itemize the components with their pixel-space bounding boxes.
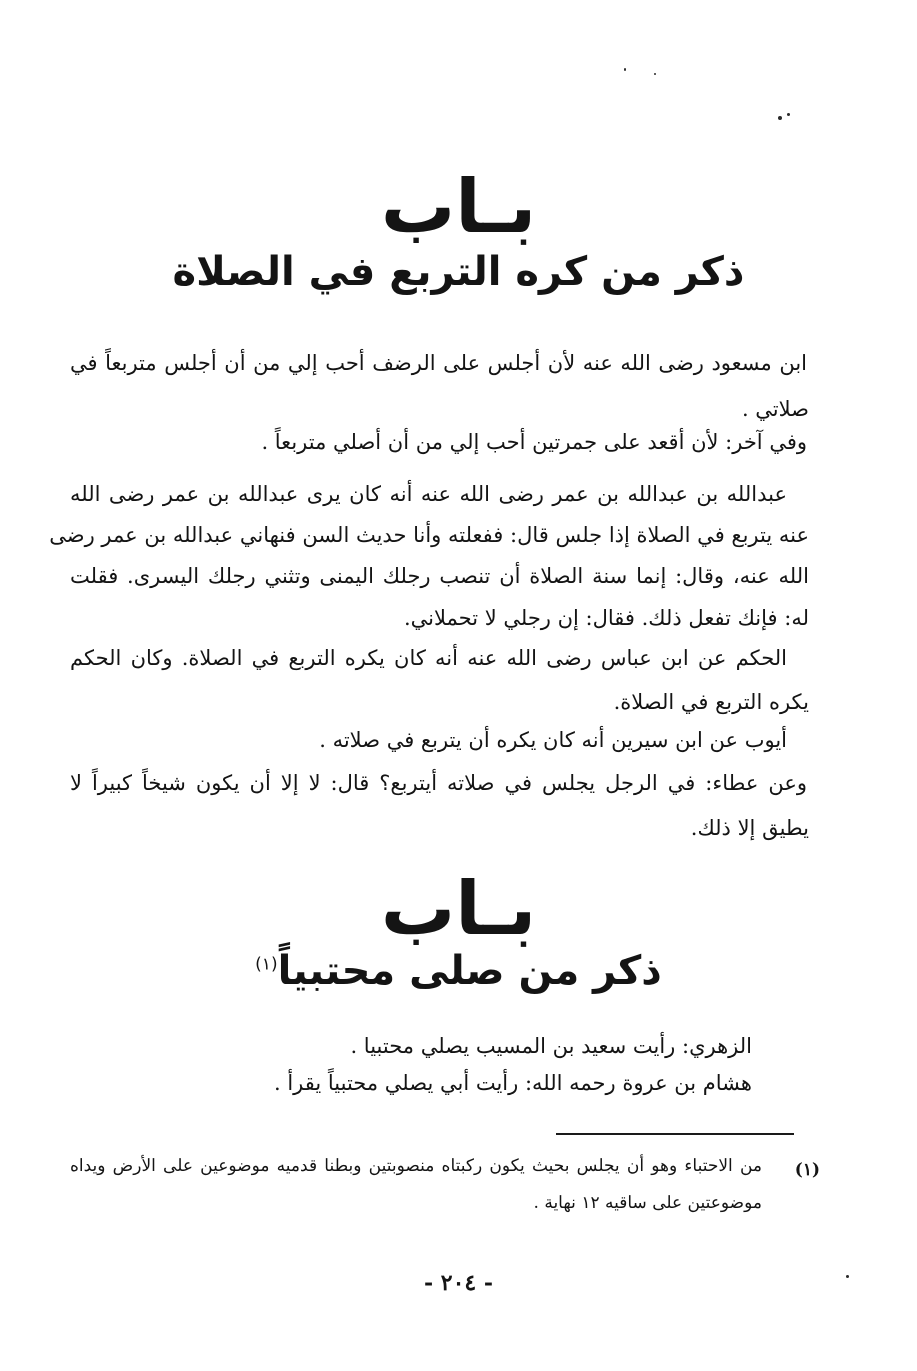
footnote-divider — [556, 1133, 794, 1135]
text-line: أيوب عن ابن سيرين أنه كان يكره أن يتربع في صلاته . — [319, 728, 787, 752]
text-line: ابن مسعود رضى الله عنه لأن أجلس على الرضف أحب إلي من أن أجلس متربعاً في — [70, 351, 807, 375]
text-line: الزهري: رأيت سعيد بن المسيب يصلي محتبيا . — [350, 1034, 752, 1058]
footnote-line: موضوعتين على ساقيه ١٢ نهاية . — [533, 1193, 762, 1213]
scan-speck — [778, 116, 782, 120]
text-line: وفي آخر: لأن أقعد على جمرتين أحب إلي من أن أصلي متربعاً . — [261, 430, 807, 454]
scan-speck — [787, 113, 790, 116]
text-line: يكره التربع في الصلاة. — [613, 690, 809, 714]
text-line: هشام بن عروة رحمه الله: رأيت أبي يصلي محتبياً يقرأ . — [273, 1071, 752, 1095]
text-line: يطيق إلا ذلك. — [690, 816, 809, 840]
footnote-marker: (١) — [794, 1160, 820, 1180]
text-line: صلاتي . — [741, 397, 809, 421]
text-line: الله عنه، وقال: إنما سنة الصلاة أن تنصب رجلك اليمنى وتثني رجلك اليسرى. فقلت — [70, 564, 809, 588]
scan-speck — [624, 68, 626, 71]
text-line: عنه يتربع في الصلاة إذا جلس قال: ففعلته وأنا حديث السن فنهاني عبدالله بن عمر رضى — [49, 523, 809, 547]
scan-speck — [654, 73, 656, 75]
text-line: عبدالله بن عبدالله بن عمر رضى الله عنه أنه كان يرى عبدالله بن عمر رضى الله — [70, 482, 787, 506]
footnote-line: من الاحتباء وهو أن يجلس بحيث يكون ركبتاه منصوبتين وبطنا قدميه موضوعين على الأرض ويداه — [70, 1156, 762, 1176]
footnote-reference: (١) — [255, 954, 278, 975]
section-title-text: ذكر من صلى محتبياً — [277, 948, 662, 994]
text-line: وعن عطاء: في الرجل يجلس في صلاته أيتربع؟ قال: لا إلا أن يكون شيخاً كبيراً لا — [70, 771, 807, 795]
section-heading-bab: بـاب — [380, 164, 537, 250]
section-title-tarabbu: ذكر من كره التربع في الصلاة — [172, 249, 745, 295]
section-title-ihtiba — [0, 948, 917, 994]
page-number: - ٢٠٤ - — [423, 1270, 494, 1296]
text-line: له: فإنك تفعل ذلك. فقال: إن رجلي لا تحملاني. — [403, 606, 809, 630]
section-heading-bab: بـاب — [380, 866, 537, 952]
text-line: الحكم عن ابن عباس رضى الله عنه أنه كان يكره التربع في الصلاة. وكان الحكم — [70, 646, 787, 670]
